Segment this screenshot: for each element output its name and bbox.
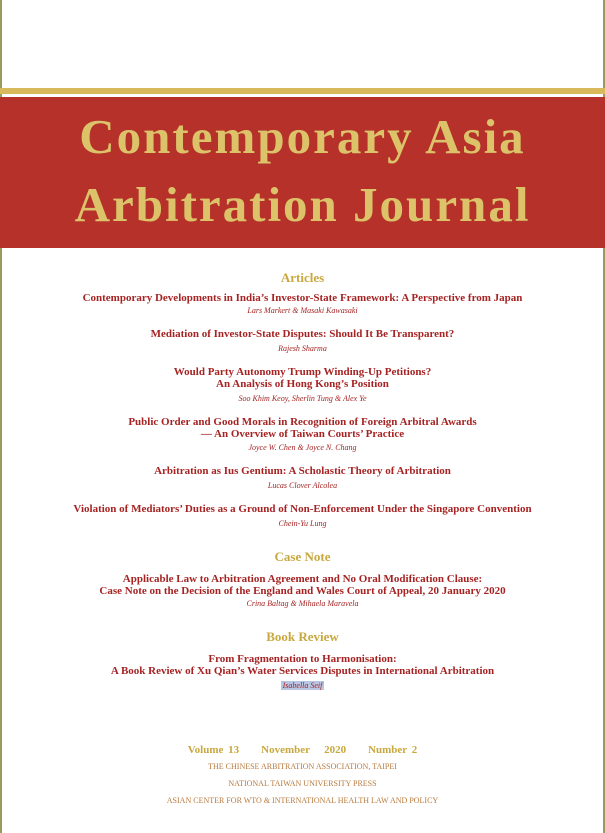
issue-date: November 2020 <box>261 744 347 756</box>
article-entry[interactable] <box>0 416 605 453</box>
volume-label: Volume 13 <box>187 744 240 756</box>
article-author: Lucas Clover Alcolea <box>267 481 338 490</box>
publisher-line: THE CHINESE ARBITRATION ASSOCIATION, TAIPEI <box>208 762 397 771</box>
case-note-entry[interactable] <box>0 573 605 609</box>
book-review-heading: Book Review <box>266 629 339 644</box>
article-entry[interactable] <box>0 328 605 354</box>
publisher-line: NATIONAL TAIWAN UNIVERSITY PRESS <box>228 779 377 788</box>
article-author: Lars Markert & Masaki Kawasaki <box>247 306 358 315</box>
article-author: Rajesh Sharma <box>278 344 327 353</box>
article-title-cont: — An Overview of Taiwan Courts’ Practice <box>200 428 405 440</box>
book-review-author[interactable]: Isabella Seif <box>282 681 323 690</box>
publisher-list <box>0 761 605 807</box>
case-note-heading: Case Note <box>274 549 331 564</box>
case-note-title: Applicable Law to Arbitration Agreement and No Oral Modification Clause: <box>122 573 483 585</box>
article-entry[interactable] <box>0 292 605 316</box>
publisher-line: ASIAN CENTER FOR WTO & INTERNATIONAL HEALTH LAW AND POLICY <box>166 796 439 805</box>
journal-title-line1: Contemporary Asia <box>79 109 526 164</box>
book-review-title: From Fragmentation to Harmonisation: <box>208 653 397 665</box>
article-title: Mediation of Investor-State Disputes: Should It Be Transparent? <box>150 328 455 340</box>
article-author: Chein-Yu Lung <box>278 519 327 528</box>
table-of-contents <box>0 270 605 700</box>
article-title: Arbitration as Ius Gentium: A Scholastic Theory of Arbitration <box>154 465 451 477</box>
book-review-title-cont: A Book Review of Xu Qian’s Water Services Disputes in International Arbitration <box>110 665 495 677</box>
case-note-title-cont: Case Note on the Decision of the England and Wales Court of Appeal, 20 January 2020 <box>99 585 506 597</box>
article-author: Soo Khim Keoy, Sherlin Tung & Alex Ye <box>238 394 367 403</box>
gold-rule <box>0 88 605 94</box>
article-title: Public Order and Good Morals in Recognition of Foreign Arbitral Awards <box>128 416 477 428</box>
article-title: Would Party Autonomy Trump Winding-Up Petitions? <box>173 366 432 378</box>
journal-title-line2: Arbitration Journal <box>74 177 531 232</box>
footer <box>0 744 605 807</box>
case-note-author: Crina Baltag & Mihaela Maravela <box>246 599 359 608</box>
article-entry[interactable] <box>0 465 605 491</box>
article-entry[interactable] <box>0 366 605 404</box>
article-title-cont: An Analysis of Hong Kong’s Position <box>216 378 389 390</box>
issue-number: Number 2 <box>368 744 418 756</box>
articles-heading: Articles <box>280 270 325 285</box>
issue-line <box>0 744 605 756</box>
book-review-entry[interactable] <box>0 653 605 691</box>
title-banner <box>0 97 605 248</box>
article-entry[interactable] <box>0 503 605 529</box>
article-title: Violation of Mediators’ Duties as a Ground of Non-Enforcement Under the Singapore Convention <box>73 503 532 515</box>
article-author: Joyce W. Chen & Joyce N. Chang <box>248 443 357 452</box>
article-title: Contemporary Developments in India’s Investor-State Framework: A Perspective from Japan <box>82 292 523 304</box>
